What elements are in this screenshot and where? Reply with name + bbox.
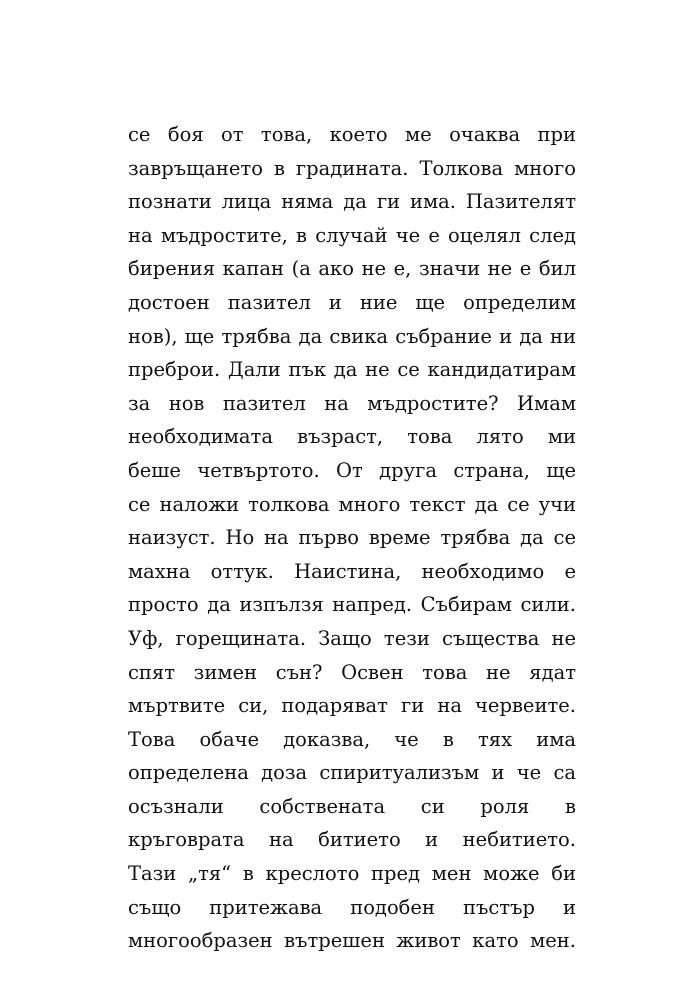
text-line: мъртвите си, подаряват ги на червеите. <box>128 694 576 718</box>
text-line: махна оттук. Наистина, необходимо е <box>128 559 576 583</box>
text-line: необходимата възраст, това лято ми <box>128 425 576 449</box>
text-line: многообразен вътрешен живот като мен. <box>128 929 576 953</box>
text-line: беше четвъртото. От друга страна, ще <box>128 458 576 482</box>
text-line: преброи. Дали пък да не се кандидатирам <box>128 358 576 382</box>
text-line: също притежава подобен пъстър и <box>128 895 576 919</box>
text-line: Тази „тя“ в креслото пред мен може би <box>128 862 576 886</box>
text-line: достоен пазител и ние ще определим <box>128 290 576 314</box>
text-line: осъзнали собствената си роля в <box>128 794 576 818</box>
text-line: спят зимен сън? Освен това не ядат <box>128 660 576 684</box>
text-line: наизуст. Но на първо време трябва да се <box>128 526 576 550</box>
text-line: нов), ще трябва да свика събрание и да ни <box>128 324 576 348</box>
text-line: определена доза спиритуализъм и че са <box>128 761 576 785</box>
text-line: Уф, горещината. Защо тези същества не <box>128 626 576 650</box>
text-line: кръговрата на битието и небитието. <box>128 828 576 852</box>
page-text <box>128 118 576 958</box>
text-line: бирения капан (а ако не е, значи не е бил <box>128 257 576 281</box>
text-line: познати лица няма да ги има. Пазителят <box>128 190 576 214</box>
text-line: просто да изпълзя напред. Събирам сили. <box>128 593 576 617</box>
text-line: за нов пазител на мъдростите? Имам <box>128 391 576 415</box>
text-line: се наложи толкова много текст да се учи <box>128 492 576 516</box>
text-line: на мъдростите, в случай че е оцелял след <box>128 223 576 247</box>
text-line: се боя от това, което ме очаква при <box>128 123 576 146</box>
text-line: завръщането в градината. Толкова много <box>128 156 576 180</box>
text-line: Това обаче доказва, че в тях има <box>128 727 576 751</box>
